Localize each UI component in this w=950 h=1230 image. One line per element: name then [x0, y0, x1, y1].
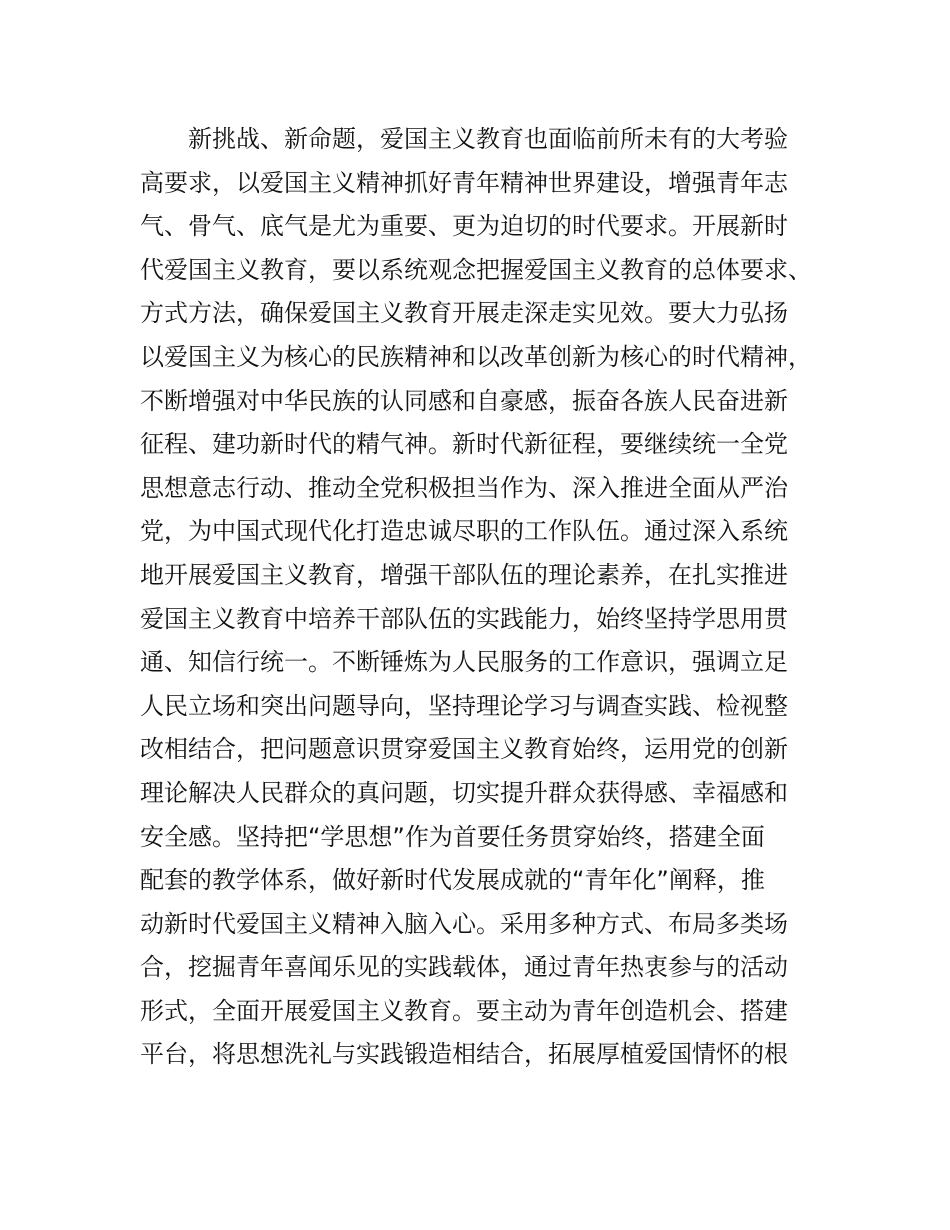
text-line: 征程、建功新时代的精气神。新时代新征程，要继续统一全党: [140, 430, 788, 459]
text-line: 气、骨气、底气是尤为重要、更为迫切的时代要求。开展新时: [140, 212, 788, 241]
text-line: 以爱国主义为核心的民族精神和以改革创新为核心的时代精神，: [140, 342, 812, 371]
text-line: 高要求，以爱国主义精神抓好青年精神世界建设，增强青年志: [140, 168, 788, 197]
text-line: 人民立场和突出问题导向，坚持理论学习与调查实践、检视整: [140, 691, 788, 720]
text-line: 思想意志行动、推动全党积极担当作为、深入推进全面从严治: [140, 473, 788, 502]
text-line: 代爱国主义教育，要以系统观念把握爱国主义教育的总体要求、: [140, 255, 812, 284]
text-line: 安全感。坚持把“学思想”作为首要任务贯穿始终，搭建全面: [140, 822, 765, 851]
text-line: 理论解决人民群众的真问题，切实提升群众获得感、幸福感和: [140, 778, 788, 807]
body-paragraph: [140, 118, 840, 1077]
text-line: 不断增强对中华民族的认同感和自豪感，振奋各族人民奋进新: [140, 386, 788, 415]
text-line: 通、知信行统一。不断锤炼为人民服务的工作意识，强调立足: [140, 648, 788, 677]
text-line: 动新时代爱国主义精神入脑入心。采用多种方式、布局多类场: [140, 909, 788, 938]
text-line: 平台，将思想洗礼与实践锻造相结合，拓展厚植爱国情怀的根: [140, 1040, 788, 1069]
text-line: 配套的教学体系，做好新时代发展成就的“青年化”阐释，推: [140, 866, 765, 895]
text-line: 党，为中国式现代化打造忠诚尽职的工作队伍。通过深入系统: [140, 517, 788, 546]
text-line: 方式方法，确保爱国主义教育开展走深走实见效。要大力弘扬: [140, 299, 788, 328]
text-line: 地开展爱国主义教育，增强干部队伍的理论素养，在扎实推进: [140, 560, 788, 589]
text-line: 合，挖掘青年喜闻乐见的实践载体，通过青年热衷参与的活动: [140, 953, 788, 982]
text-line: 改相结合，把问题意识贯穿爱国主义教育始终，运用党的创新: [140, 735, 788, 764]
text-line: 爱国主义教育中培养干部队伍的实践能力，始终坚持学思用贯: [140, 604, 788, 633]
text-line: 形式，全面开展爱国主义教育。要主动为青年创造机会、搭建: [140, 996, 788, 1025]
text-line: 新挑战、新命题，爱国主义教育也面临前所未有的大考验: [188, 125, 788, 153]
